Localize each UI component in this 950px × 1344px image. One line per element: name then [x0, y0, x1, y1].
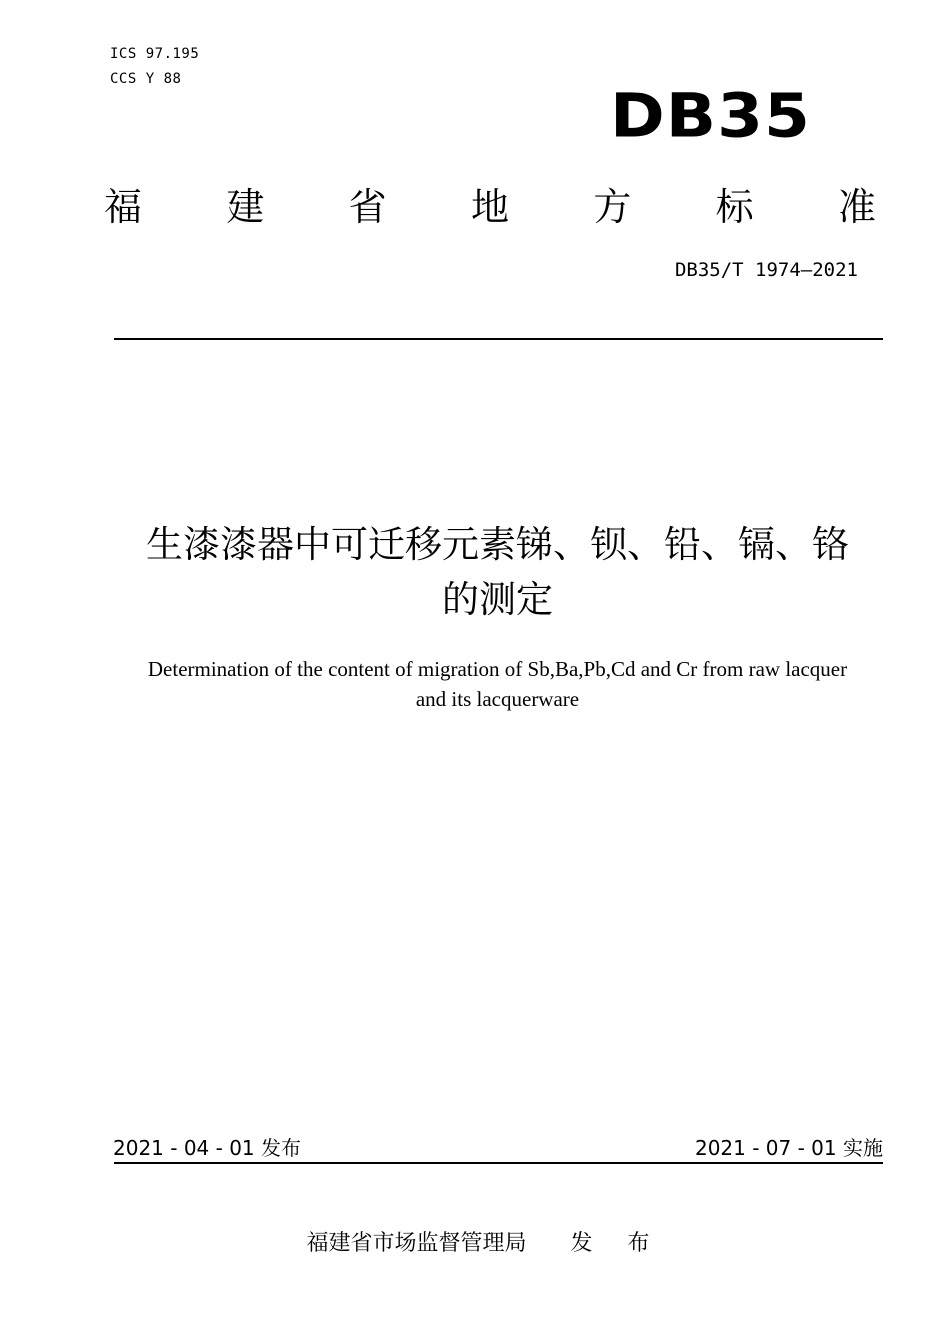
publish-date: 2021 - 04 - 01 发布	[113, 1136, 302, 1160]
standard-number: DB35/T 1974—2021	[674, 259, 858, 281]
db35-logo: DB35	[610, 80, 811, 152]
ics-code: ICS 97.195	[110, 46, 200, 62]
standard-type-char: 方	[593, 185, 632, 229]
standard-type-char: 福	[104, 185, 143, 229]
english-title	[100, 654, 895, 714]
standard-type-char: 建	[226, 185, 265, 229]
issuer-action: 发 布	[570, 1231, 664, 1256]
bottom-divider	[114, 1162, 883, 1164]
top-divider	[114, 338, 883, 340]
english-title-line-1: Determination of the content of migration of Sb,Ba,Pb,Cd and Cr from raw lacquer	[147, 657, 848, 681]
implementation-date: 2021 - 07 - 01 实施	[694, 1136, 883, 1160]
chinese-title-line-2: 的测定	[442, 578, 553, 621]
standard-type-char: 准	[837, 185, 876, 229]
english-title-line-2: and its lacquerware	[415, 687, 580, 711]
issuer-name: 福建省市场监督管理局	[306, 1231, 527, 1256]
standard-type-char: 标	[715, 185, 754, 229]
standard-type-char: 地	[470, 185, 509, 229]
chinese-title-line-1: 生漆漆器中可迁移元素锑、钡、铅、镉、铬	[146, 523, 849, 566]
ccs-code: CCS Y 88	[110, 71, 182, 87]
issuer-line	[0, 1226, 950, 1257]
standard-type-char: 省	[348, 185, 387, 229]
chinese-title	[80, 517, 915, 627]
standard-type-heading	[104, 183, 876, 231]
